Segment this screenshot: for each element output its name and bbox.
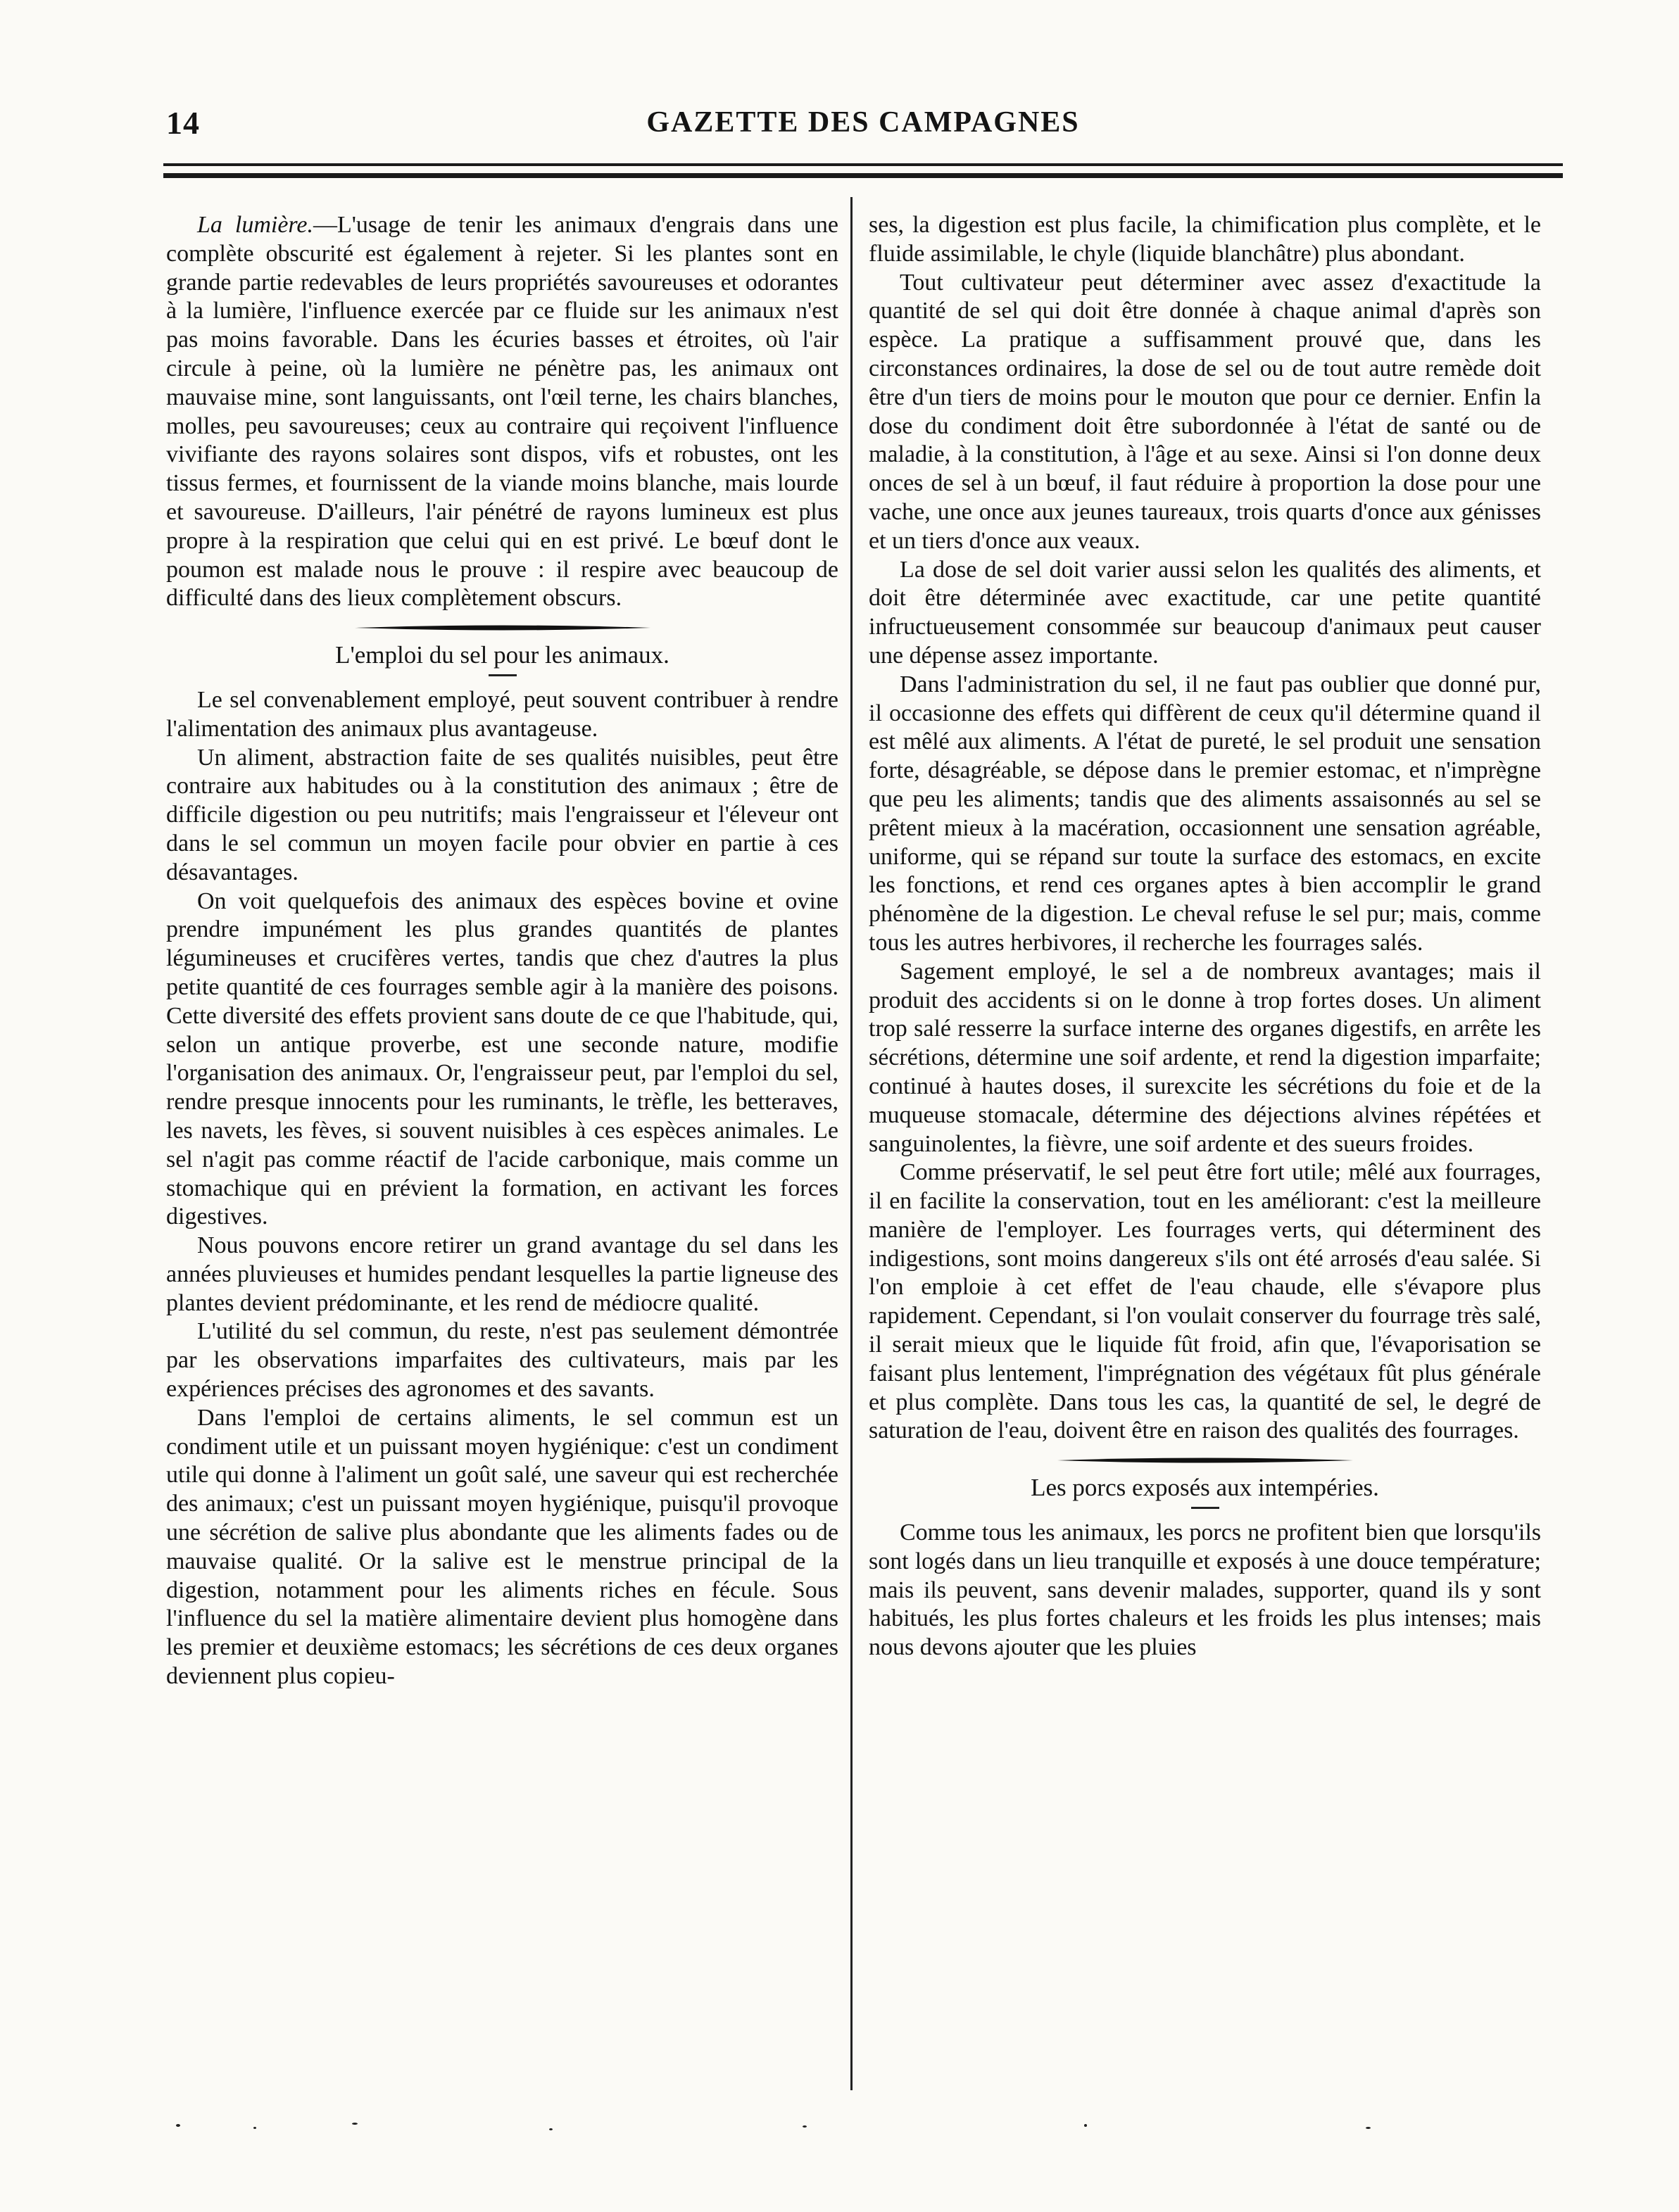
article-paragraph: Un aliment, abstraction faite de ses qualités nuisibles, peut être contraire aux habitudes ou à la constitution des animaux ; être de difficile digestion ou peu nutritifs; mais l'engraisseur et l'éleveur ont dans le sel commun un moyen facile pour obvier en partie à ces désavantages. [166,744,838,885]
ornamental-rule-icon [355,624,650,631]
section-title-inline: La lumière. [197,212,313,238]
article-paragraph: Sagement employé, le sel a de nombreux avantages; mais il produit des accidents si on le donne à trop fortes doses. Un aliment trop salé resserre la surface interne des organes digestifs, en arrête les sécrétions, détermine une soif ardente, et rend la digestion imparfaite; continué à hautes doses, il surexcite les sécrétions du foie et de la muqueuse stomacale, détermine des déjections alvines répétées et sanguinolentes, la fièvre, une soif ardente et des sueurs froides. [869,958,1541,1157]
header-rule-thick [163,173,1563,178]
print-specks [169,2118,1563,2140]
journal-title: GAZETTE DES CAMPAGNES [646,106,1080,139]
right-column [869,211,1541,1662]
article-paragraph: Le sel convenablement employé, peut souvent contribuer à rendre l'alimentation des animaux plus avantageuse. [166,686,838,742]
left-column [166,211,838,1691]
header-rule-thin [163,163,1563,166]
article-heading: Les porcs exposés aux intempéries. [1031,1474,1379,1502]
article-paragraph: Comme préservatif, le sel peut être fort utile; mêlé aux fourrages, il en facilite la conservation, tout en les améliorant: c'est la meilleure manière de l'employer. Les fourrages verts, qui déterminent des indigestions, sont moins dangereux s'ils ont été arrosés d'eau salée. Si l'on emploie à cet effet de l'eau chaude, elle s'évapore plus rapidement. Cependant, si l'on voulait conserver du fourrage très salé, il serait mieux que le liquide fût froid, afin que, l'évaporisation se faisant plus lentement, l'imprégnation des végétaux fût plus générale et plus complète. Dans tous les cas, la quantité de sel, le degré de saturation de l'eau, doivent être en raison des qualités des fourrages. [869,1159,1541,1444]
article-paragraph: ses, la digestion est plus facile, la chimification plus complète, et le fluide assimilable, le chyle (liquide blanchâtre) plus abondant. [869,212,1541,267]
article-paragraph: L'utilité du sel commun, du reste, n'est pas seulement démontrée par les observations imparfaites des cultivateurs, mais par les expériences précises des agronomes et des savants. [166,1318,838,1403]
article-heading: L'emploi du sel pour les animaux. [335,641,669,669]
article-paragraph [166,211,838,613]
article-paragraph: Tout cultivateur peut déterminer avec assez d'exactitude la quantité de sel qui doit être donnée à chaque animal d'après son espèce. La pratique a suffisamment prouvé que, dans les circonstances ordinaires, la dose de sel ou de tout autre remède doit être d'un tiers de moins pour le mouton que pour ce dernier. Enfin la dose du condiment doit être subordonnée à l'état de santé ou de maladie, à la constitution, à l'âge et au sexe. Ainsi si l'on donne deux onces de sel à un bœuf, il faut réduire à proportion la dose pour une vache, une once aux jeunes taureaux, trois quarts d'once aux génisses et un tiers d'once aux veaux. [869,269,1541,554]
article-paragraph: On voit quelquefois des animaux des espèces bovine et ovine prendre impunément les plus grandes quantités de plantes légumineuses et crucifères vertes, tandis que chez d'autres la plus petite quantité de ces fourrages semble agir à la manière des poisons. Cette diversité des effets provient sans doute de ce que l'habitude, qui, selon un antique proverbe, est une seconde nature, modifie l'organisation des animaux. Or, l'engraisseur peut, par l'emploi du sel, rendre presque innocents pour les ruminants, le trèfle, les betteraves, les navets, les fèves, si souvent nuisibles à ces espèces animales. Le sel n'agit pas comme réactif de l'acide carbonique, mais comme un stomachique qui en prévient la formation, en activant les forces digestives. [166,887,838,1230]
article-paragraph: Comme tous les animaux, les porcs ne profitent bien que lorsqu'ils sont logés dans un lieu tranquille et exposés à une douce température; mais ils peuvent, sans devenir malades, supporter, quand ils y sont habitués, les plus fortes chaleurs et les froids les plus intenses; mais nous devons ajouter que les pluies [869,1519,1541,1661]
article-paragraph: Dans l'administration du sel, il ne faut pas oublier que donné pur, il occasionne des effets qui diffèrent de ceux qu'il détermine quand il est mêlé aux aliments. A l'état de pureté, le sel produit une sensation forte, désagréable, se dépose dans le premier estomac, et n'imprègne que peu les aliments; tandis que des aliments assaisonnés au sel se prêtent mieux à la macération, occasionnent une sensation agréable, uniforme, qui se répand sur toute la surface des estomacs, en excite les fonctions, et rend ces organes aptes à bien accomplir le grand phénomène de la digestion. Le cheval refuse le sel pur; mais, comme tous les autres herbivores, il recherche les fourrages salés. [869,671,1541,956]
heading-dash [1191,1507,1219,1509]
paragraph-text: —L'usage de tenir les animaux d'engrais dans une complète obscurité est également à rejeter. Si les plantes sont en grande partie redevables de leurs propriétés savoureuses et odorantes à la lumière, l'influence exercée par ce fluide sur les animaux n'est pas moins favorable. Dans les écuries basses et étroites, où l'air circule à peine, où la lumière ne pénètre pas, les animaux ont mauvaise mine, sont languissants, ont l'œil terne, les chairs blanches, molles, peu savoureuses; ceux au contraire qui reçoivent l'influence vivifiante des rayons solaires sont dispos, vifs et robustes, ont les tissus fermes, et fournissent de la viande moins blanche, mais lourde et savoureuse. D'ailleurs, l'air pénétré de rayons lumineux est plus propre à la respiration que celui qui en est privé. Le bœuf dont le poumon est malade nous le prouve : il respire avec beaucoup de difficulté dans des lieux complètement obscurs. [166,212,838,612]
page-header [163,104,1563,146]
heading-dash [489,674,517,676]
article-paragraph: Nous pouvons encore retirer un grand avantage du sel dans les années pluvieuses et humides pendant lesquelles la partie ligneuse des plantes devient prédominante, et les rend de médiocre qualité. [166,1232,838,1316]
article-paragraph: La dose de sel doit varier aussi selon les qualités des aliments, et doit être déterminée avec exactitude, car une petite quantité infructueusement consommée sur beaucoup d'animaux peut causer une dépense assez importante. [869,556,1541,669]
page-number: 14 [166,105,200,141]
ornamental-rule-icon [1057,1457,1353,1464]
article-paragraph: Dans l'emploi de certains aliments, le sel commun est un condiment utile et un puissant moyen hygiénique: c'est un condiment utile qui donne à l'aliment un goût salé, une saveur qui est recherchée des animaux; c'est un puissant moyen hygiénique, puisqu'il provoque une sécrétion de salive plus abondante que les aliments fades ou de mauvaise qualité. Or la salive est le menstrue principal de la digestion, notamment pour les aliments riches en fécule. Sous l'influence du sel la matière alimentaire devient plus homogène dans les premier et deuxième estomacs; les sécrétions de ces deux organes deviennent plus copieu- [166,1404,838,1690]
column-divider [850,197,853,2090]
